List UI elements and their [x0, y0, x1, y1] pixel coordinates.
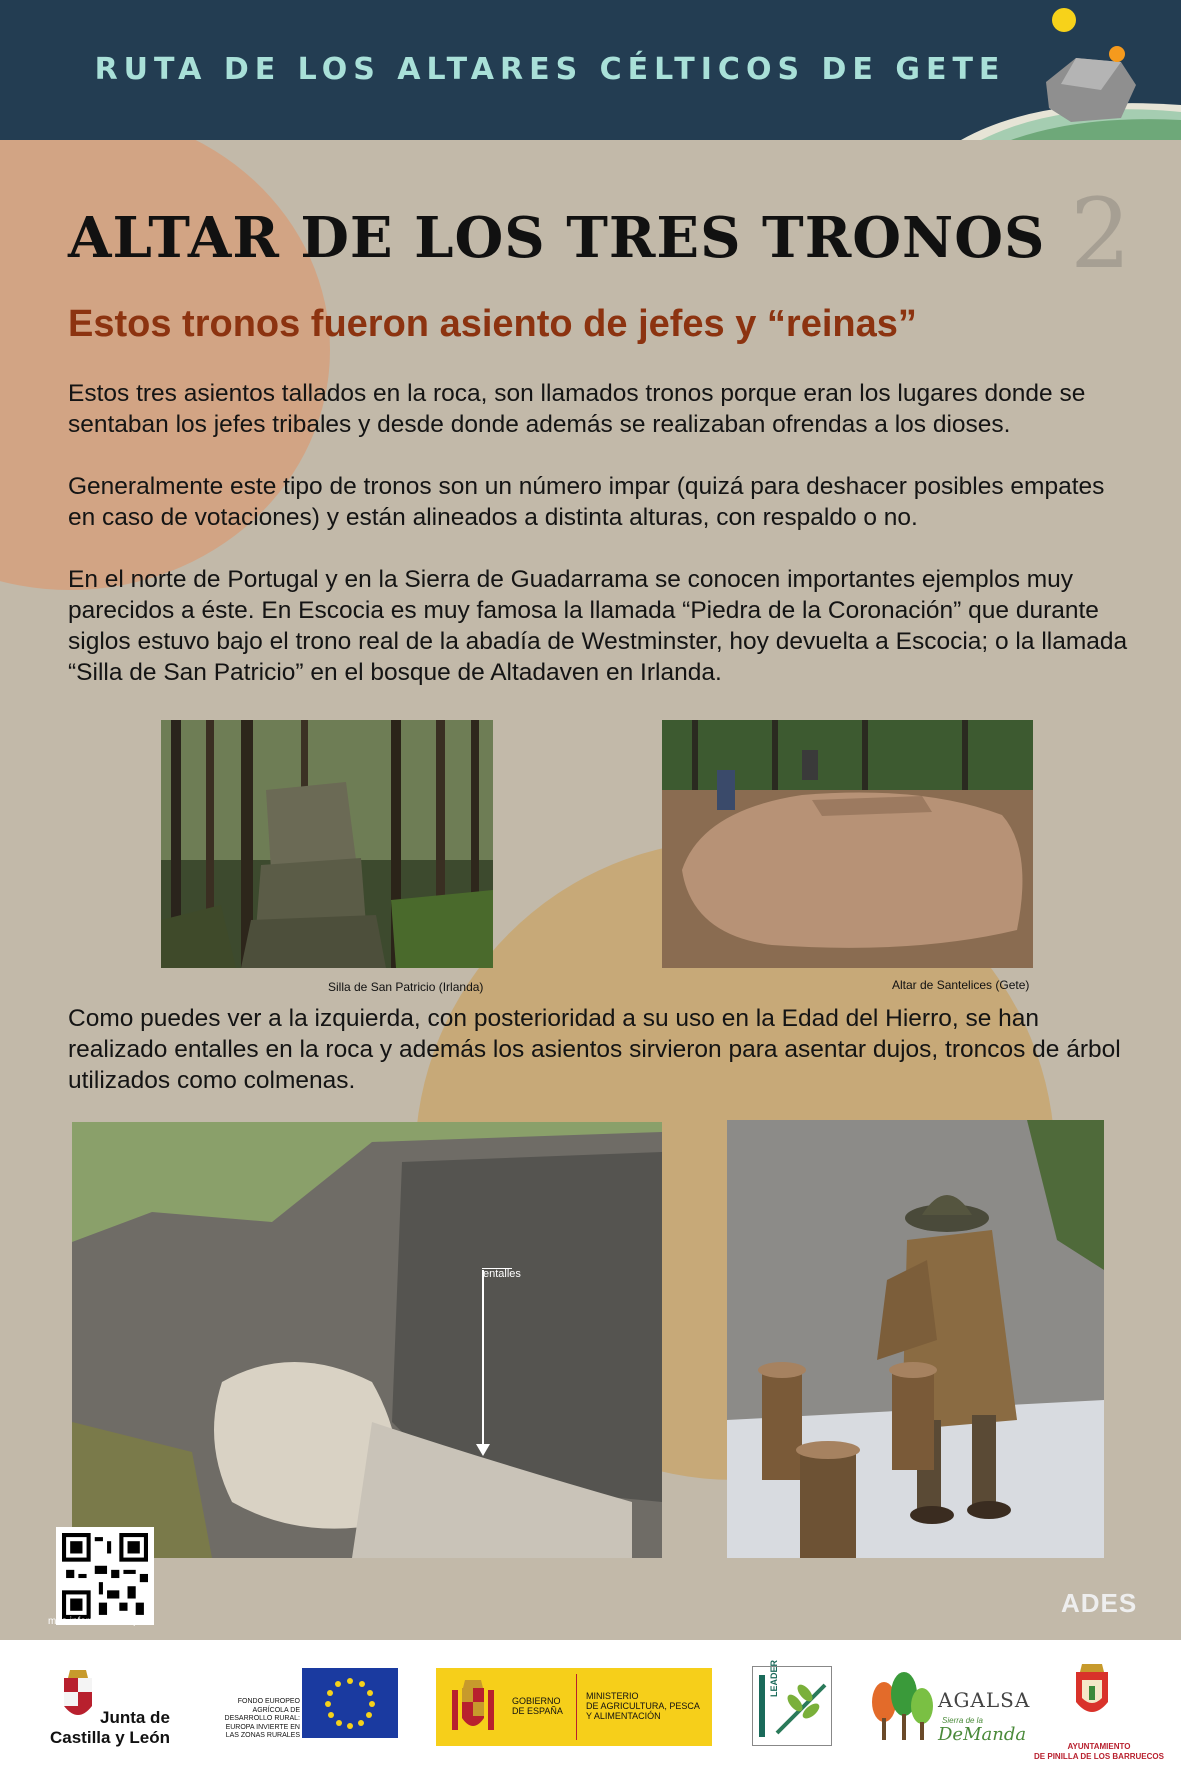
panel-number: 2: [1070, 178, 1132, 290]
qr-code[interactable]: [56, 1527, 154, 1625]
ayuntamiento-shield-icon: [1072, 1658, 1112, 1722]
entalles-arrow-line: [482, 1270, 484, 1450]
ayuntamiento-line-1: AYUNTAMIENTO: [1067, 1742, 1131, 1751]
logo-junta-castilla-leon: [48, 1668, 198, 1748]
eu-flag-icon: [302, 1668, 398, 1738]
photo-entalles-rock: [72, 1122, 662, 1558]
junta-line1: Junta de: [100, 1708, 170, 1727]
route-logo-icon: [961, 0, 1181, 140]
gobierno-text: [512, 1696, 563, 1716]
gobierno-line-1: GOBIERNO: [512, 1696, 561, 1706]
feader-line-1: FONDO EUROPEO: [237, 1698, 300, 1705]
agalsa-trees-icon: [870, 1672, 936, 1742]
entalles-label: entalles: [483, 1268, 521, 1280]
feader-line-5: LAS ZONAS RURALES: [225, 1732, 300, 1739]
illustration-beekeeper-dujos: [727, 1120, 1104, 1558]
leader-leaf-icon: [775, 1675, 827, 1735]
logo-leader: [752, 1659, 832, 1746]
feader-line-2: AGRÍCOLA DE: [252, 1706, 300, 1714]
ministerio-line-3: Y ALIMENTACIÓN: [586, 1711, 661, 1721]
logo-gobierno-ministerio: [436, 1668, 712, 1746]
junta-line2: Castilla y León: [50, 1728, 170, 1747]
photo-silla-san-patricio: [161, 720, 493, 968]
page-title: ALTAR DE LOS TRES TRONOS: [68, 205, 1046, 271]
agalsa-sierra: Sierra de la: [942, 1716, 983, 1725]
qr-caption: más información aquí: [48, 1616, 144, 1627]
gobierno-divider: [576, 1674, 577, 1740]
agalsa-text: AGALSA: [938, 1688, 1031, 1712]
page-subtitle: Estos tronos fueron asiento de jefes y “reinas”: [68, 303, 917, 345]
feader-line-3: DESARROLLO RURAL:: [224, 1715, 300, 1722]
ades-logo: ADES: [1061, 1588, 1138, 1618]
junta-shield-icon: [58, 1668, 98, 1724]
feader-line-4: EUROPA INVIERTE EN: [225, 1723, 300, 1731]
ministerio-text: [586, 1691, 700, 1721]
paragraph-4: Como puedes ver a la izquierda, con posterioridad a su uso en la Edad del Hierro, se han realizado entalles en la roca y además los asientos sirvieron para asentar dujos, troncos de árbol utilizados como colmenas.: [68, 1005, 1121, 1094]
leader-text: LEADER: [769, 1659, 779, 1697]
photo-altar-santelices: [662, 720, 1033, 968]
logo-ayuntamiento-pinilla: [1020, 1658, 1178, 1768]
qr-code-icon: [62, 1533, 148, 1619]
caption-altar-santelices: Altar de Santelices (Gete): [892, 978, 1030, 992]
agalsa-demanda: DeManda: [938, 1724, 1027, 1745]
header-banner: [0, 0, 1181, 140]
route-title: RUTA DE LOS ALTARES CÉLTICOS DE GETE: [94, 52, 1006, 87]
ayuntamiento-text: [1020, 1742, 1178, 1762]
ministerio-line-2: DE AGRICULTURA, PESCA: [586, 1701, 700, 1711]
paragraph-2: Generalmente este tipo de tronos son un número impar (quizá para deshacer posibles empates en caso de votaciones) y están alineados a distinta alturas, con respaldo o no.: [68, 473, 1105, 531]
logo-agalsa: [870, 1666, 1031, 1752]
ministerio-line-1: MINISTERIO: [586, 1691, 639, 1701]
paragraph-1: Estos tres asientos tallados en la roca, son llamados tronos porque eran los lugares donde se sentaban los jefes tribales y desde donde además se realizaban ofrendas a los dioses.: [68, 380, 1086, 438]
paragraph-3: En el norte de Portugal y en la Sierra de Guadarrama se conocen importantes ejemplos muy parecidos a éste. En Escocia es muy famosa la llamada “Piedra de la Coronación” que durante siglos estuvo bajo el trono real de la abadía de Westminster, hoy devuelta a Escocia; o la llamada “Silla de San Patricio” en el bosque de Altadaven en Irlanda.: [68, 566, 1128, 686]
leader-bar: [759, 1675, 765, 1737]
caption-silla-san-patricio: Silla de San Patricio (Irlanda): [328, 980, 484, 994]
entalles-arrow-head: [476, 1444, 490, 1456]
feader-text: [218, 1698, 300, 1741]
spain-coat-of-arms-icon: [448, 1676, 498, 1738]
footer-sponsors: [0, 1640, 1181, 1772]
gobierno-line-2: DE ESPAÑA: [512, 1706, 563, 1716]
ayuntamiento-line-2: DE PINILLA DE LOS BARRUECOS: [1034, 1752, 1164, 1761]
